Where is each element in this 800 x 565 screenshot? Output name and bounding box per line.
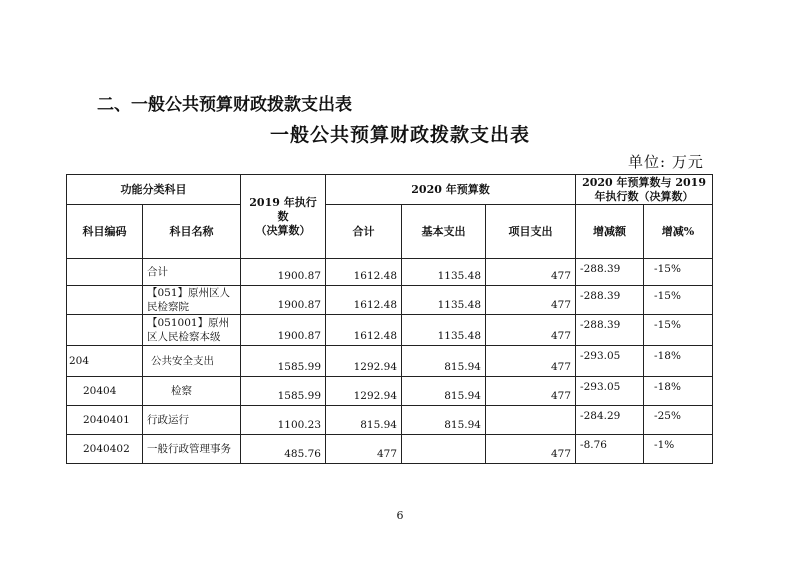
row-pct: -15% [644, 286, 713, 315]
row-basic: 1135.48 [402, 315, 486, 346]
header-increase-pct: 增减% [644, 205, 713, 259]
header-compare: 2020 年预算数与 2019 年执行数（决算数） [576, 175, 713, 205]
table-row [67, 286, 713, 315]
row-pct: -15% [644, 315, 713, 346]
row-total: 1612.48 [326, 259, 402, 286]
header-row-2 [67, 205, 713, 259]
row-project: 477 [486, 286, 576, 315]
header-increase-amount: 增减额 [576, 205, 644, 259]
header-code: 科目编码 [67, 205, 143, 259]
row-project: 477 [486, 435, 576, 464]
row-basic: 815.94 [402, 406, 486, 435]
row-basic: 1135.48 [402, 286, 486, 315]
header-budget-2020: 2020 年预算数 [326, 175, 576, 205]
row-pct: -25% [644, 406, 713, 435]
row-diff: -293.05 [576, 346, 644, 377]
row-total: 1612.48 [326, 315, 402, 346]
row-name: 公共安全支出 [143, 346, 241, 377]
row-code: 2040401 [67, 406, 143, 435]
row-diff: -293.05 [576, 377, 644, 406]
row-name: 行政运行 [143, 406, 241, 435]
table-row [67, 346, 713, 377]
header-project: 项目支出 [486, 205, 576, 259]
table-row [67, 435, 713, 464]
header-row-1 [67, 175, 713, 205]
row-basic [402, 435, 486, 464]
header-name: 科目名称 [143, 205, 241, 259]
row-pct: -18% [644, 377, 713, 406]
row-total: 1292.94 [326, 377, 402, 406]
table-title: 一般公共预算财政拨款支出表 [269, 124, 530, 146]
row-total: 815.94 [326, 406, 402, 435]
row-total: 1292.94 [326, 346, 402, 377]
header-exec-2019: 2019 年执行数 （决算数） [241, 175, 326, 259]
row-exec-2019: 1900.87 [241, 286, 326, 315]
row-pct: -1% [644, 435, 713, 464]
row-diff: -284.29 [576, 406, 644, 435]
row-code: 2040402 [67, 435, 143, 464]
row-exec-2019: 1900.87 [241, 259, 326, 286]
row-code [67, 315, 143, 346]
row-name: 【051】原州区人民检察院 [143, 286, 241, 315]
row-pct: -18% [644, 346, 713, 377]
row-project: 477 [486, 259, 576, 286]
row-code: 20404 [67, 377, 143, 406]
header-func-class: 功能分类科目 [67, 175, 241, 205]
row-code: 204 [67, 346, 143, 377]
row-name: 一般行政管理事务 [143, 435, 241, 464]
row-exec-2019: 1585.99 [241, 377, 326, 406]
row-basic: 1135.48 [402, 259, 486, 286]
row-code [67, 259, 143, 286]
table-row [67, 406, 713, 435]
section-title: 二、一般公共预算财政拨款支出表 [97, 95, 352, 115]
table-row [67, 259, 713, 286]
row-exec-2019: 1100.23 [241, 406, 326, 435]
row-diff: -288.39 [576, 286, 644, 315]
row-diff: -8.76 [576, 435, 644, 464]
row-basic: 815.94 [402, 346, 486, 377]
row-pct: -15% [644, 259, 713, 286]
row-name: 合计 [143, 259, 241, 286]
table-row [67, 315, 713, 346]
row-exec-2019: 1900.87 [241, 315, 326, 346]
row-total: 477 [326, 435, 402, 464]
row-diff: -288.39 [576, 259, 644, 286]
page-number: 6 [396, 509, 404, 522]
header-total: 合计 [326, 205, 402, 259]
table-row [67, 377, 713, 406]
header-basic: 基本支出 [402, 205, 486, 259]
row-exec-2019: 485.76 [241, 435, 326, 464]
row-basic: 815.94 [402, 377, 486, 406]
row-project [486, 406, 576, 435]
row-total: 1612.48 [326, 286, 402, 315]
row-project: 477 [486, 346, 576, 377]
row-code [67, 286, 143, 315]
row-diff: -288.39 [576, 315, 644, 346]
row-project: 477 [486, 377, 576, 406]
row-name: 【051001】原州区人民检察本级 [143, 315, 241, 346]
row-name: 检察 [143, 377, 241, 406]
row-project: 477 [486, 315, 576, 346]
unit-label: 单位: 万元 [628, 153, 704, 171]
budget-table [66, 174, 713, 464]
row-exec-2019: 1585.99 [241, 346, 326, 377]
